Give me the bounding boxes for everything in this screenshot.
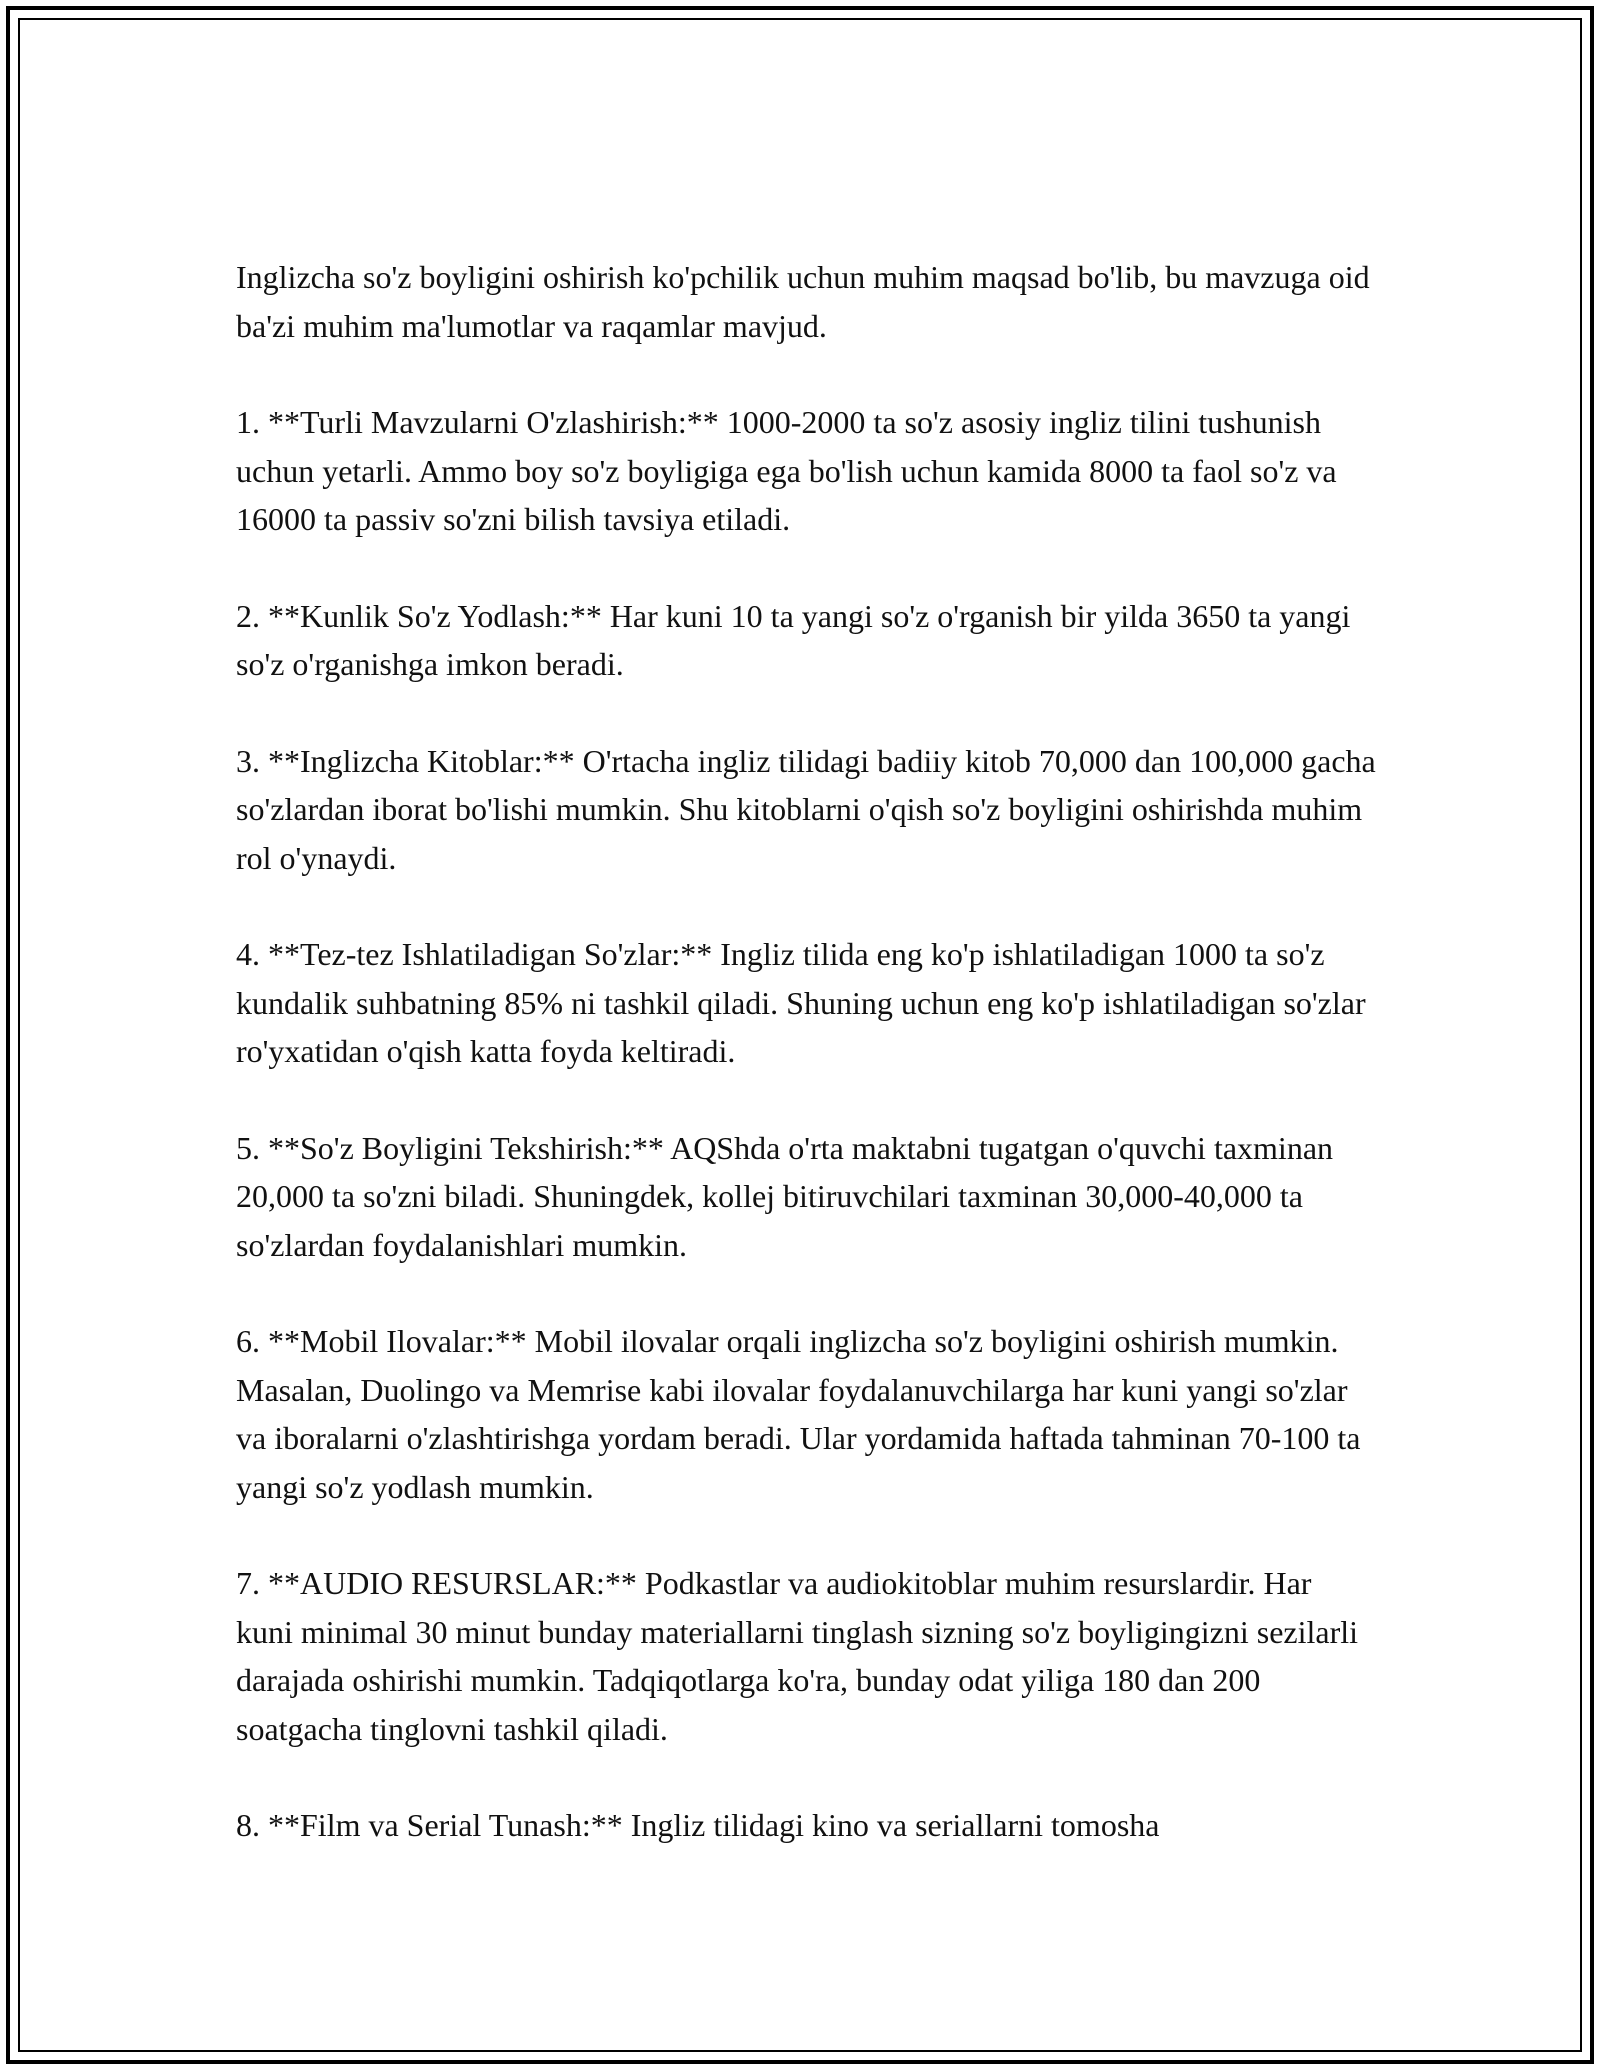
paragraph-item-8: 8. **Film va Serial Tunash:** Ingliz tilidagi kino va seriallarni tomosha [236,1807,1160,1843]
paragraph-item-5: 5. **So'z Boyligini Tekshirish:** AQShda o'rta maktabni tugatgan o'quvchi taxminan 20,000 ta so'zni biladi. Shuningdek, kollej bitiruvchilari taxminan 30,000-40,000 ta so'zlardan foydalanishlari mumkin. [236,1129,1334,1263]
paragraph-item-4: 4. **Tez-tez Ishlatiladigan So'zlar:** Ingliz tilida eng ko'p ishlatiladigan 1000 ta so'z kundalik suhbatning 85% ni tashkil qiladi. Shuning uchun eng ko'p ishlatiladigan so'zlar ro'yxatidan o'qish katta foyda keltiradi. [236,936,1366,1069]
paragraph-item-3: 3. **Inglizcha Kitoblar:** O'rtacha ingliz tilidagi badiiy kitob 70,000 dan 100,000 gacha so'zlardan iborat bo'lishi mumkin. Shu kitoblarni o'qish so'z boyligini oshirishda muhim rol o'ynaydi. [236,742,1376,876]
paragraph-item-7: 7. **AUDIO RESURSLAR:** Podkastlar va audiokitoblar muhim resurslardir. Har kuni minimal 30 minut bunday materiallarni tinglash sizning so'z boyligingizni sezilarli darajada oshirishi mumkin. Tadqiqotlarga ko'ra, bunday odat yiliga 180 dan 200 soatgacha tinglovni tashkil qiladi. [236,1565,1359,1747]
paragraph-item-2: 2. **Kunlik So'z Yodlash:** Har kuni 10 ta yangi so'z o'rganish bir yilda 3650 ta yangi so'z o'rganishga imkon beradi. [236,597,1351,682]
paragraph-item-6: 6. **Mobil Ilovalar:** Mobil ilovalar orqali inglizcha so'z boyligini oshirish mumkin. Masalan, Duolingo va Memrise kabi ilovalar foydalanuvchilarga har kuni yangi so'zlar va iboralarni o'zlashtirishga yordam beradi. Ular yordamida haftada tahminan 70-100 ta yangi so'z yodlash mumkin. [236,1323,1361,1505]
intro-paragraph: Inglizcha so'z boyligini oshirish ko'pchilik uchun muhim maqsad bo'lib, bu mavzuga oid ba'zi muhim ma'lumotlar va raqamlar mavjud. [236,259,1370,344]
paragraph-item-1: 1. **Turli Mavzularni O'zlashirish:** 1000-2000 ta so'z asosiy ingliz tilini tushunish uchun yetarli. Ammo boy so'z boyligiga ega bo'lish uchun kamida 8000 ta faol so'z va 16000 ta passiv so'zni bilish tavsiya etiladi. [236,404,1337,537]
document-body [236,253,1376,1898]
